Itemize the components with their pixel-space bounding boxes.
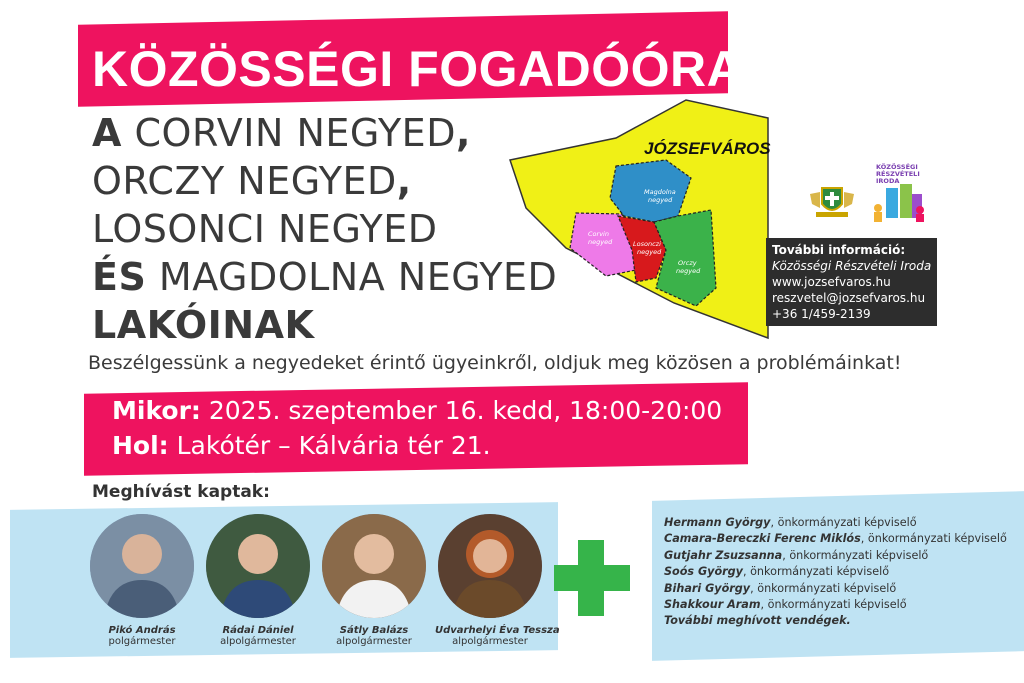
list-item: Hermann György, önkormányzati képviselő [664,516,917,529]
event-when [112,396,722,425]
page-title: KÖZÖSSÉGI FOGADÓÓRA [92,41,744,97]
person-card [319,514,429,647]
representatives-list [664,515,1007,630]
info-email-link[interactable]: reszvetel@jozsefvaros.hu [772,291,926,305]
invited-heading: Meghívást kaptak: [92,482,270,502]
where-label: Hol: [112,431,169,460]
map-label-corvin-sub: negyed [588,238,613,246]
person-name: Pikó András [108,625,176,636]
map-district-label: JÓZSEFVÁROS [644,139,771,158]
list-item: Gutjahr Zsuzsanna, önkormányzati képviselő [664,548,929,562]
district-map [506,98,776,343]
headline-line-3: LOSONCI NEGYED [92,207,438,251]
headline-bold-a: A [92,111,122,155]
map-label-orczy-sub: negyed [676,267,701,275]
map-label-losonczi: Losonczi [633,240,661,248]
person-card [203,514,313,647]
info-web-link[interactable]: www.jozsefvaros.hu [772,275,891,289]
map-label-orczy: Orczy [678,259,697,267]
when-value: 2025. szeptember 16. kedd, 18:00-20:00 [200,396,723,425]
person-name: Rádai Dániel [222,625,294,636]
headline-line-1: A CORVIN NEGYED, [92,111,471,155]
when-label: Mikor: [112,396,201,425]
list-item: Soós György, önkormányzati képviselő [664,565,890,579]
avatar [438,514,542,618]
list-item: További meghívott vendégek. [664,614,851,628]
info-heading: További információ: [772,243,906,257]
person-name: Sátly Balázs [339,625,409,636]
map-label-magdolna-sub: negyed [648,196,673,204]
map-label-losonczi-sub: negyed [637,248,662,256]
list-item: Bihari György, önkormányzati képviselő [664,581,897,595]
headline-line-4 [92,255,558,299]
headline-bold-es: ÉS [92,255,147,299]
person-role: polgármester [108,636,176,647]
person-role: alpolgármester [336,636,412,647]
info-office: Közösségi Részvételi Iroda [772,259,932,273]
headline-line-2: ORCZY NEGYED, [92,159,412,203]
person-card [435,514,560,647]
person-card [87,514,197,647]
headline-text: CORVIN NEGYED [121,111,456,155]
svg-text:KÖZÖSSÉGI: KÖZÖSSÉGI [876,163,918,171]
person-name: Udvarhelyi Éva Tessza [435,625,560,636]
office-logo-icon [868,158,930,228]
subtitle: Beszélgessünk a negyedeket érintő ügyeinkről, oldjuk meg közösen a problémáinkat! [88,352,902,374]
list-item: Shakkour Aram, önkormányzati képviselő [664,598,907,612]
svg-text:IRODA: IRODA [876,177,900,185]
person-role: alpolgármester [452,636,528,647]
headline-text: MAGDOLNA NEGYED [146,255,558,299]
headline-text: ORCZY NEGYED [92,159,397,203]
list-item: Camara-Bereczki Ferenc Miklós, önkormányzati képviselő [664,532,1007,546]
where-value: Lakótér – Kálvária tér 21. [168,431,491,460]
svg-text:RÉSZVÉTELI: RÉSZVÉTELI [876,170,920,178]
info-phone: +36 1/459-2139 [772,307,871,321]
avatar [322,514,426,618]
avatar [206,514,310,618]
plus-icon [554,565,630,591]
coat-of-arms-icon [806,182,858,222]
avatar [90,514,194,618]
map-label-corvin: Corvin [588,230,609,238]
map-label-magdolna: Magdolna [644,188,676,196]
headline-line-5: LAKÓINAK [92,303,315,347]
info-box [766,238,937,326]
event-where [112,431,491,460]
person-role: alpolgármester [220,636,296,647]
